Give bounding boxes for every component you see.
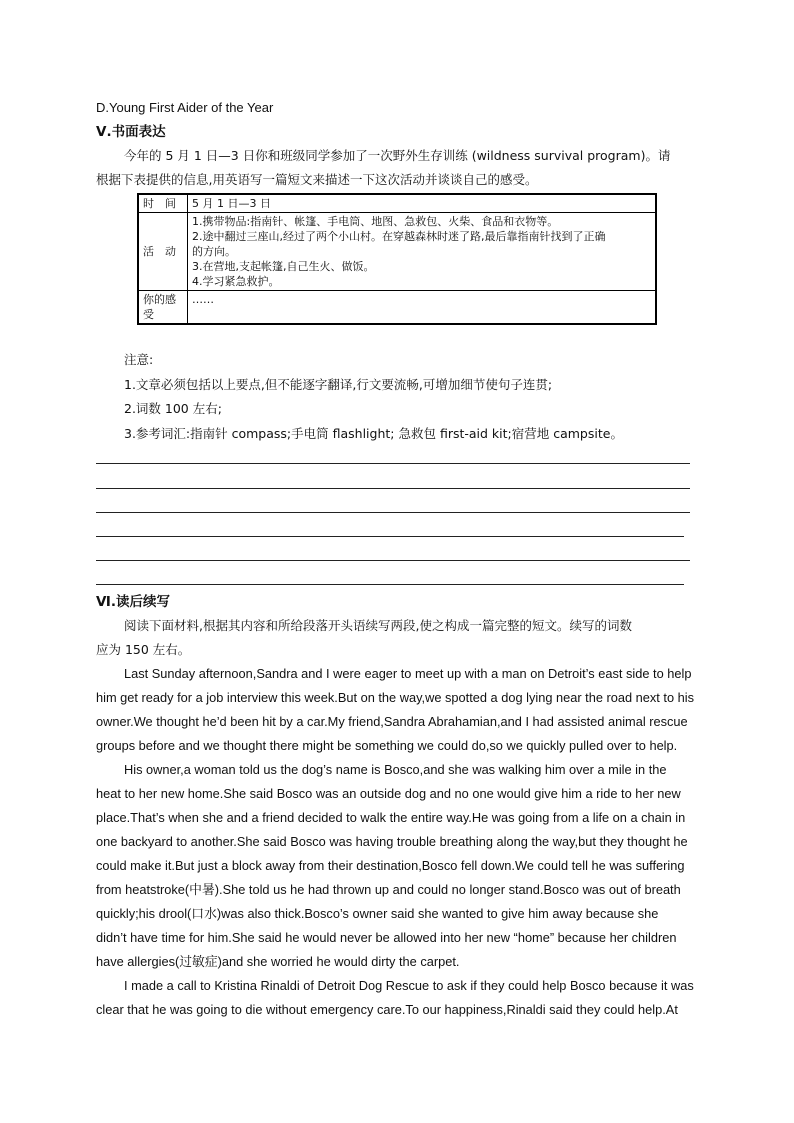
answer-line[interactable] [96, 512, 690, 513]
time-label: 时 间 [138, 194, 188, 213]
activity-table [137, 193, 657, 325]
paragraph-2: His owner,a woman told us the dog’s name is Bosco,and she was walking him over a mile in the heat to her new home.She said Bosco was an outside dog and no one would give him a ride to her new place.That’s when she and a friend decided to walk the entire way.He was going from a life on a chain in one backyard to another.She said Bosco was having trouble breathing along the way,but they thought he could make it.But just a block away from their destination,Bosco fell down.We could tell he was suffering from heatstroke(中暑).She told us he had thrown up and could no longer stand.Bosco was out of breath quickly;his drool(口水)was also thick.Bosco’s owner said she wanted to give him away because she didn’t have time for him.She said he would never be allowed into her new “home” because her children have allergies(过敏症)and she worried he would dirty the carpet. [96, 762, 688, 969]
note-3: 3.参考词汇:指南针 compass;手电筒 flashlight; 急救包 first-aid kit;宿营地 campsite。 [124, 426, 623, 441]
answer-line[interactable] [96, 463, 690, 464]
table-row [138, 194, 656, 213]
option-d: D.Young First Aider of the Year [96, 100, 274, 115]
activity-item: 的方向。 [192, 245, 236, 258]
section5-intro-line1: 今年的 5 月 1 日—3 日你和班级同学参加了一次野外生存训练 (wildness survival program)。请 [124, 148, 671, 163]
answer-line[interactable] [96, 488, 690, 489]
answer-line[interactable] [96, 536, 684, 537]
section6-title: Ⅵ.读后续写 [96, 594, 170, 610]
section5-title: Ⅴ.书面表达 [96, 124, 166, 140]
activity-label: 活 动 [138, 213, 188, 291]
section6-intro-line2: 应为 150 左右。 [96, 642, 191, 657]
section5-intro-line2: 根据下表提供的信息,用英语写一篇短文来描述一下这次活动并谈谈自己的感受。 [96, 172, 538, 187]
feeling-label: 你的感 受 [138, 291, 188, 325]
feeling-value: …… [188, 291, 657, 325]
answer-line[interactable] [96, 560, 690, 561]
activity-item: 2.途中翻过三座山,经过了两个小山村。在穿越森林时迷了路,最后靠指南针找到了正确 [192, 230, 606, 243]
note-1: 1.文章必须包括以上要点,但不能逐字翻译,行文要流畅,可增加细节使句子连贯; [124, 377, 553, 392]
note-2: 2.词数 100 左右; [124, 401, 222, 416]
paragraph-3: I made a call to Kristina Rinaldi of Detroit Dog Rescue to ask if they could help Bosco because it was clear that he was going to die without emergency care.To our happiness,Rinaldi said they could help.At [96, 978, 694, 1017]
activity-item: 1.携带物品:指南针、帐篷、手电筒、地图、急救包、火柴、食品和衣物等。 [192, 215, 559, 228]
notes-title: 注意: [124, 352, 154, 367]
activity-item: 4.学习紧急救护。 [192, 275, 280, 288]
paragraph-1: Last Sunday afternoon,Sandra and I were eager to meet up with a man on Detroit’s east side to help him get ready for a job interview this week.But on the way,we spotted a dog lying near the road next to his owner.We thought he’d been hit by a car.My friend,Sandra Abrahamian,and I had assisted animal rescue groups before and we thought there might be something we could do,so we quickly pulled over to help. [96, 666, 694, 753]
activity-item: 3.在营地,支起帐篷,自己生火、做饭。 [192, 260, 375, 273]
section6-intro-line1: 阅读下面材料,根据其内容和所给段落开头语续写两段,使之构成一篇完整的短文。续写的词数 [124, 618, 632, 633]
table-row [138, 213, 656, 291]
time-value: 5 月 1 日—3 日 [188, 194, 657, 213]
answer-line[interactable] [96, 584, 684, 585]
table-row [138, 291, 656, 325]
activity-items [188, 213, 657, 291]
